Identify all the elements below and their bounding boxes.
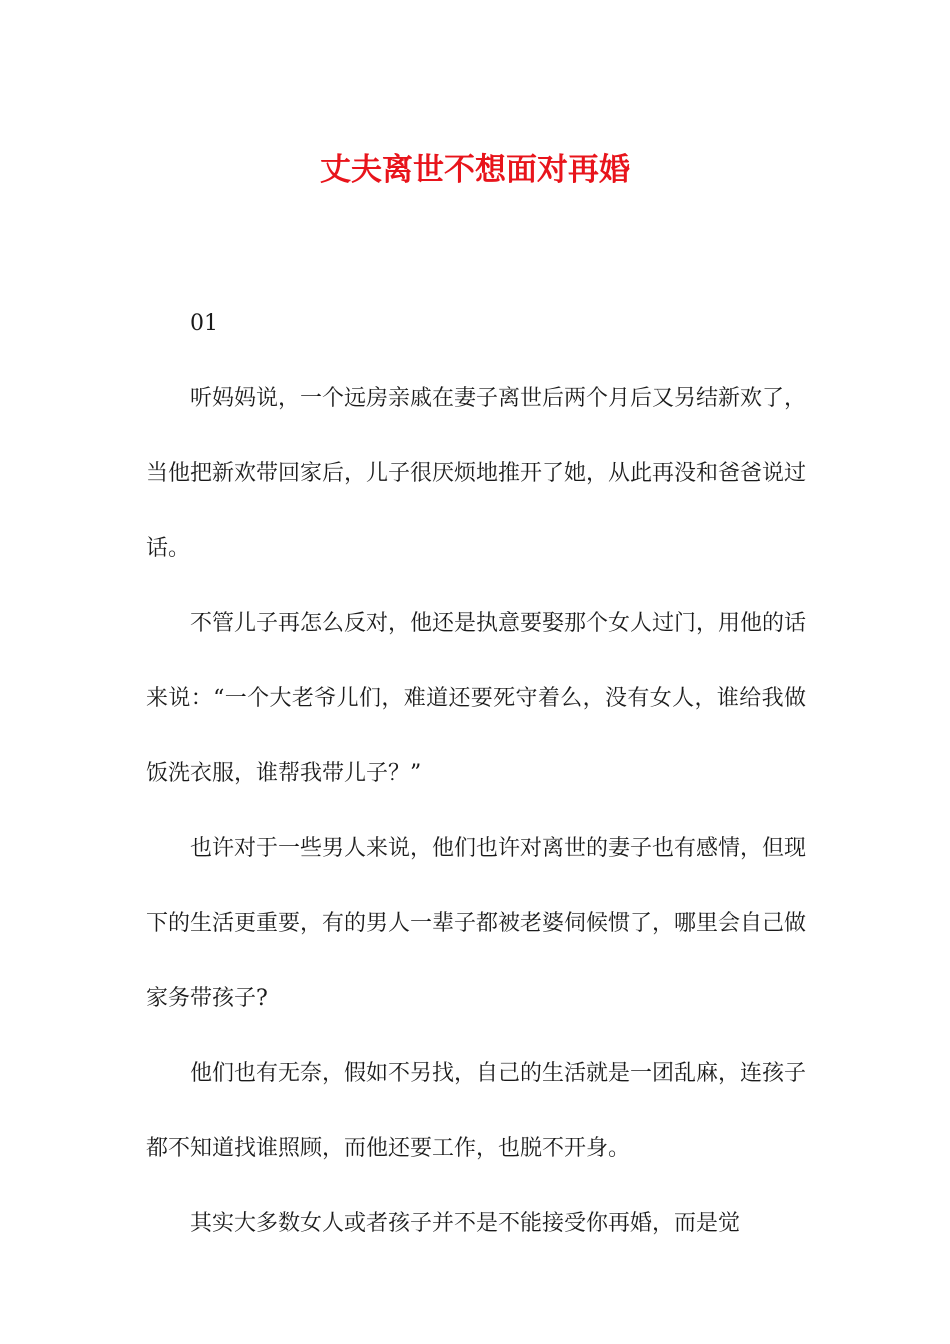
paragraph: 听妈妈说，一个远房亲戚在妻子离世后两个月后又另结新欢了，当他把新欢带回家后，儿子很厌烦地推开了她，从此再没和爸爸说过话。	[146, 386, 807, 561]
paragraph: 他们也有无奈，假如不另找，自己的生活就是一团乱麻，连孩子都不知道找谁照顾，而他还要工作，也脱不开身。	[146, 1061, 807, 1161]
paragraph: 其实大多数女人或者孩子并不是不能接受你再婚，而是觉	[190, 1211, 741, 1236]
paragraph: 不管儿子再怎么反对，他还是执意要娶那个女人过门，用他的话来说：“一个大老爷儿们，难道还要死守着么，没有女人，谁给我做饭洗衣服，谁帮我带儿子？”	[146, 611, 807, 786]
paragraph: 也许对于一些男人来说，他们也许对离世的妻子也有感情，但现下的生活更重要，有的男人一辈子都被老婆伺候惯了，哪里会自己做家务带孩子?	[146, 836, 807, 1011]
section-number: 01	[190, 311, 218, 336]
article-body	[146, 286, 806, 1261]
page-title: 丈夫离世不想面对再婚	[320, 152, 630, 188]
